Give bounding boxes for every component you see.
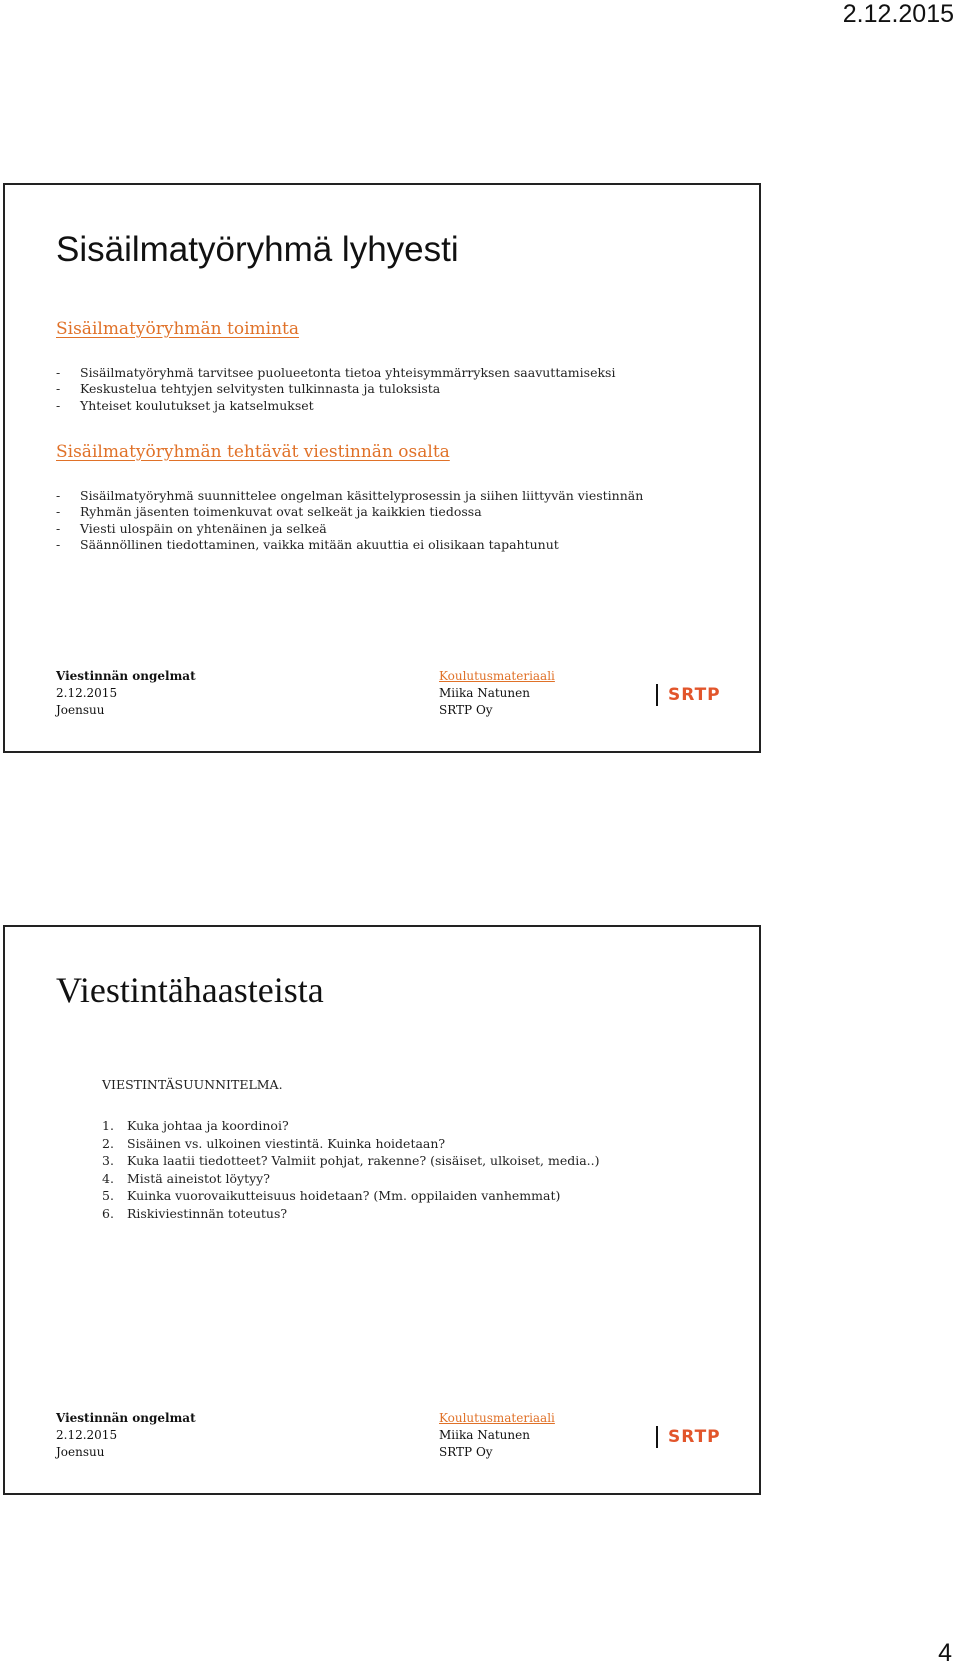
list-item: 3. Kuka laatii tiedotteet? Valmiit pohjat, rakenne? (sisäiset, ulkoiset, media..) bbox=[102, 1153, 600, 1168]
footer-left bbox=[56, 668, 196, 719]
logo-divider bbox=[656, 684, 658, 706]
logo-text: SRTP bbox=[668, 684, 721, 705]
list-item: 2. Sisäinen vs. ulkoinen viestintä. Kuinka hoidetaan? bbox=[102, 1135, 446, 1151]
slide-1 bbox=[3, 183, 761, 753]
footer-author: Miika Natunen bbox=[439, 686, 530, 700]
bullet-list-tehtavat bbox=[56, 488, 643, 553]
list-item: - Yhteiset koulutukset ja katselmukset bbox=[56, 397, 314, 413]
footer-material-link[interactable]: Koulutusmateriaali bbox=[439, 1411, 555, 1425]
numbered-list bbox=[102, 1117, 600, 1222]
list-item: - Sisäilmatyöryhmä suunnittelee ongelman käsittelyprosessin ja siihen liittyvän viestinnän bbox=[56, 488, 644, 503]
list-item: 1. Kuka johtaa ja koordinoi? bbox=[102, 1118, 289, 1133]
plan-heading: VIESTINTÄSUUNNITELMA. bbox=[102, 1077, 283, 1092]
list-item: 5. Kuinka vuorovaikutteisuus hoidetaan? (Mm. oppilaiden vanhemmat) bbox=[102, 1188, 561, 1203]
footer-date: 2.12.2015 bbox=[56, 686, 118, 700]
srtp-logo bbox=[656, 1426, 721, 1448]
list-item: 6. Riskiviestinnän toteutus? bbox=[102, 1205, 288, 1221]
footer-topic: Viestinnän ongelmat bbox=[56, 669, 196, 683]
footer-company: SRTP Oy bbox=[439, 703, 493, 717]
list-item: - Keskustelua tehtyjen selvitysten tulkinnasta ja tuloksista bbox=[56, 381, 441, 397]
footer-material-link[interactable]: Koulutusmateriaali bbox=[439, 669, 555, 683]
list-item: - Sisäilmatyöryhmä tarvitsee puolueetonta tietoa yhteisymmärryksen saavuttamiseksi bbox=[56, 365, 616, 380]
slide-2 bbox=[3, 925, 761, 1495]
footer-left bbox=[56, 1410, 196, 1461]
footer-author: Miika Natunen bbox=[439, 1428, 530, 1442]
footer-topic: Viestinnän ongelmat bbox=[56, 1411, 196, 1425]
slide-footer bbox=[5, 661, 759, 751]
bullet-list-toiminta bbox=[56, 365, 615, 414]
footer-place: Joensuu bbox=[56, 703, 105, 717]
logo-text: SRTP bbox=[668, 1426, 721, 1447]
slide-footer bbox=[5, 1403, 759, 1493]
srtp-logo bbox=[656, 684, 721, 706]
footer-company: SRTP Oy bbox=[439, 1445, 493, 1459]
list-item: 4. Mistä aineistot löytyy? bbox=[102, 1170, 270, 1186]
slide-title: Viestintähaasteista bbox=[56, 970, 324, 1010]
footer-middle bbox=[439, 1410, 555, 1461]
list-item: - Ryhmän jäsenten toimenkuvat ovat selkeät ja kaikkien tiedossa bbox=[56, 504, 482, 520]
list-item: - Viesti ulospäin on yhtenäinen ja selkeä bbox=[56, 520, 327, 536]
slide-title: Sisäilmatyöryhmä lyhyesti bbox=[56, 230, 459, 269]
section-heading-toiminta: Sisäilmatyöryhmän toiminta bbox=[56, 319, 300, 339]
section-heading-tehtavat: Sisäilmatyöryhmän tehtävät viestinnän osalta bbox=[56, 442, 450, 462]
list-item: - Säännöllinen tiedottaminen, vaikka mitään akuuttia ei olisikaan tapahtunut bbox=[56, 536, 559, 552]
footer-middle bbox=[439, 668, 555, 719]
logo-divider bbox=[656, 1426, 658, 1448]
page-number: 4 bbox=[938, 1639, 952, 1667]
footer-date: 2.12.2015 bbox=[56, 1428, 118, 1442]
page-date: 2.12.2015 bbox=[842, 0, 954, 28]
footer-place: Joensuu bbox=[56, 1445, 105, 1459]
